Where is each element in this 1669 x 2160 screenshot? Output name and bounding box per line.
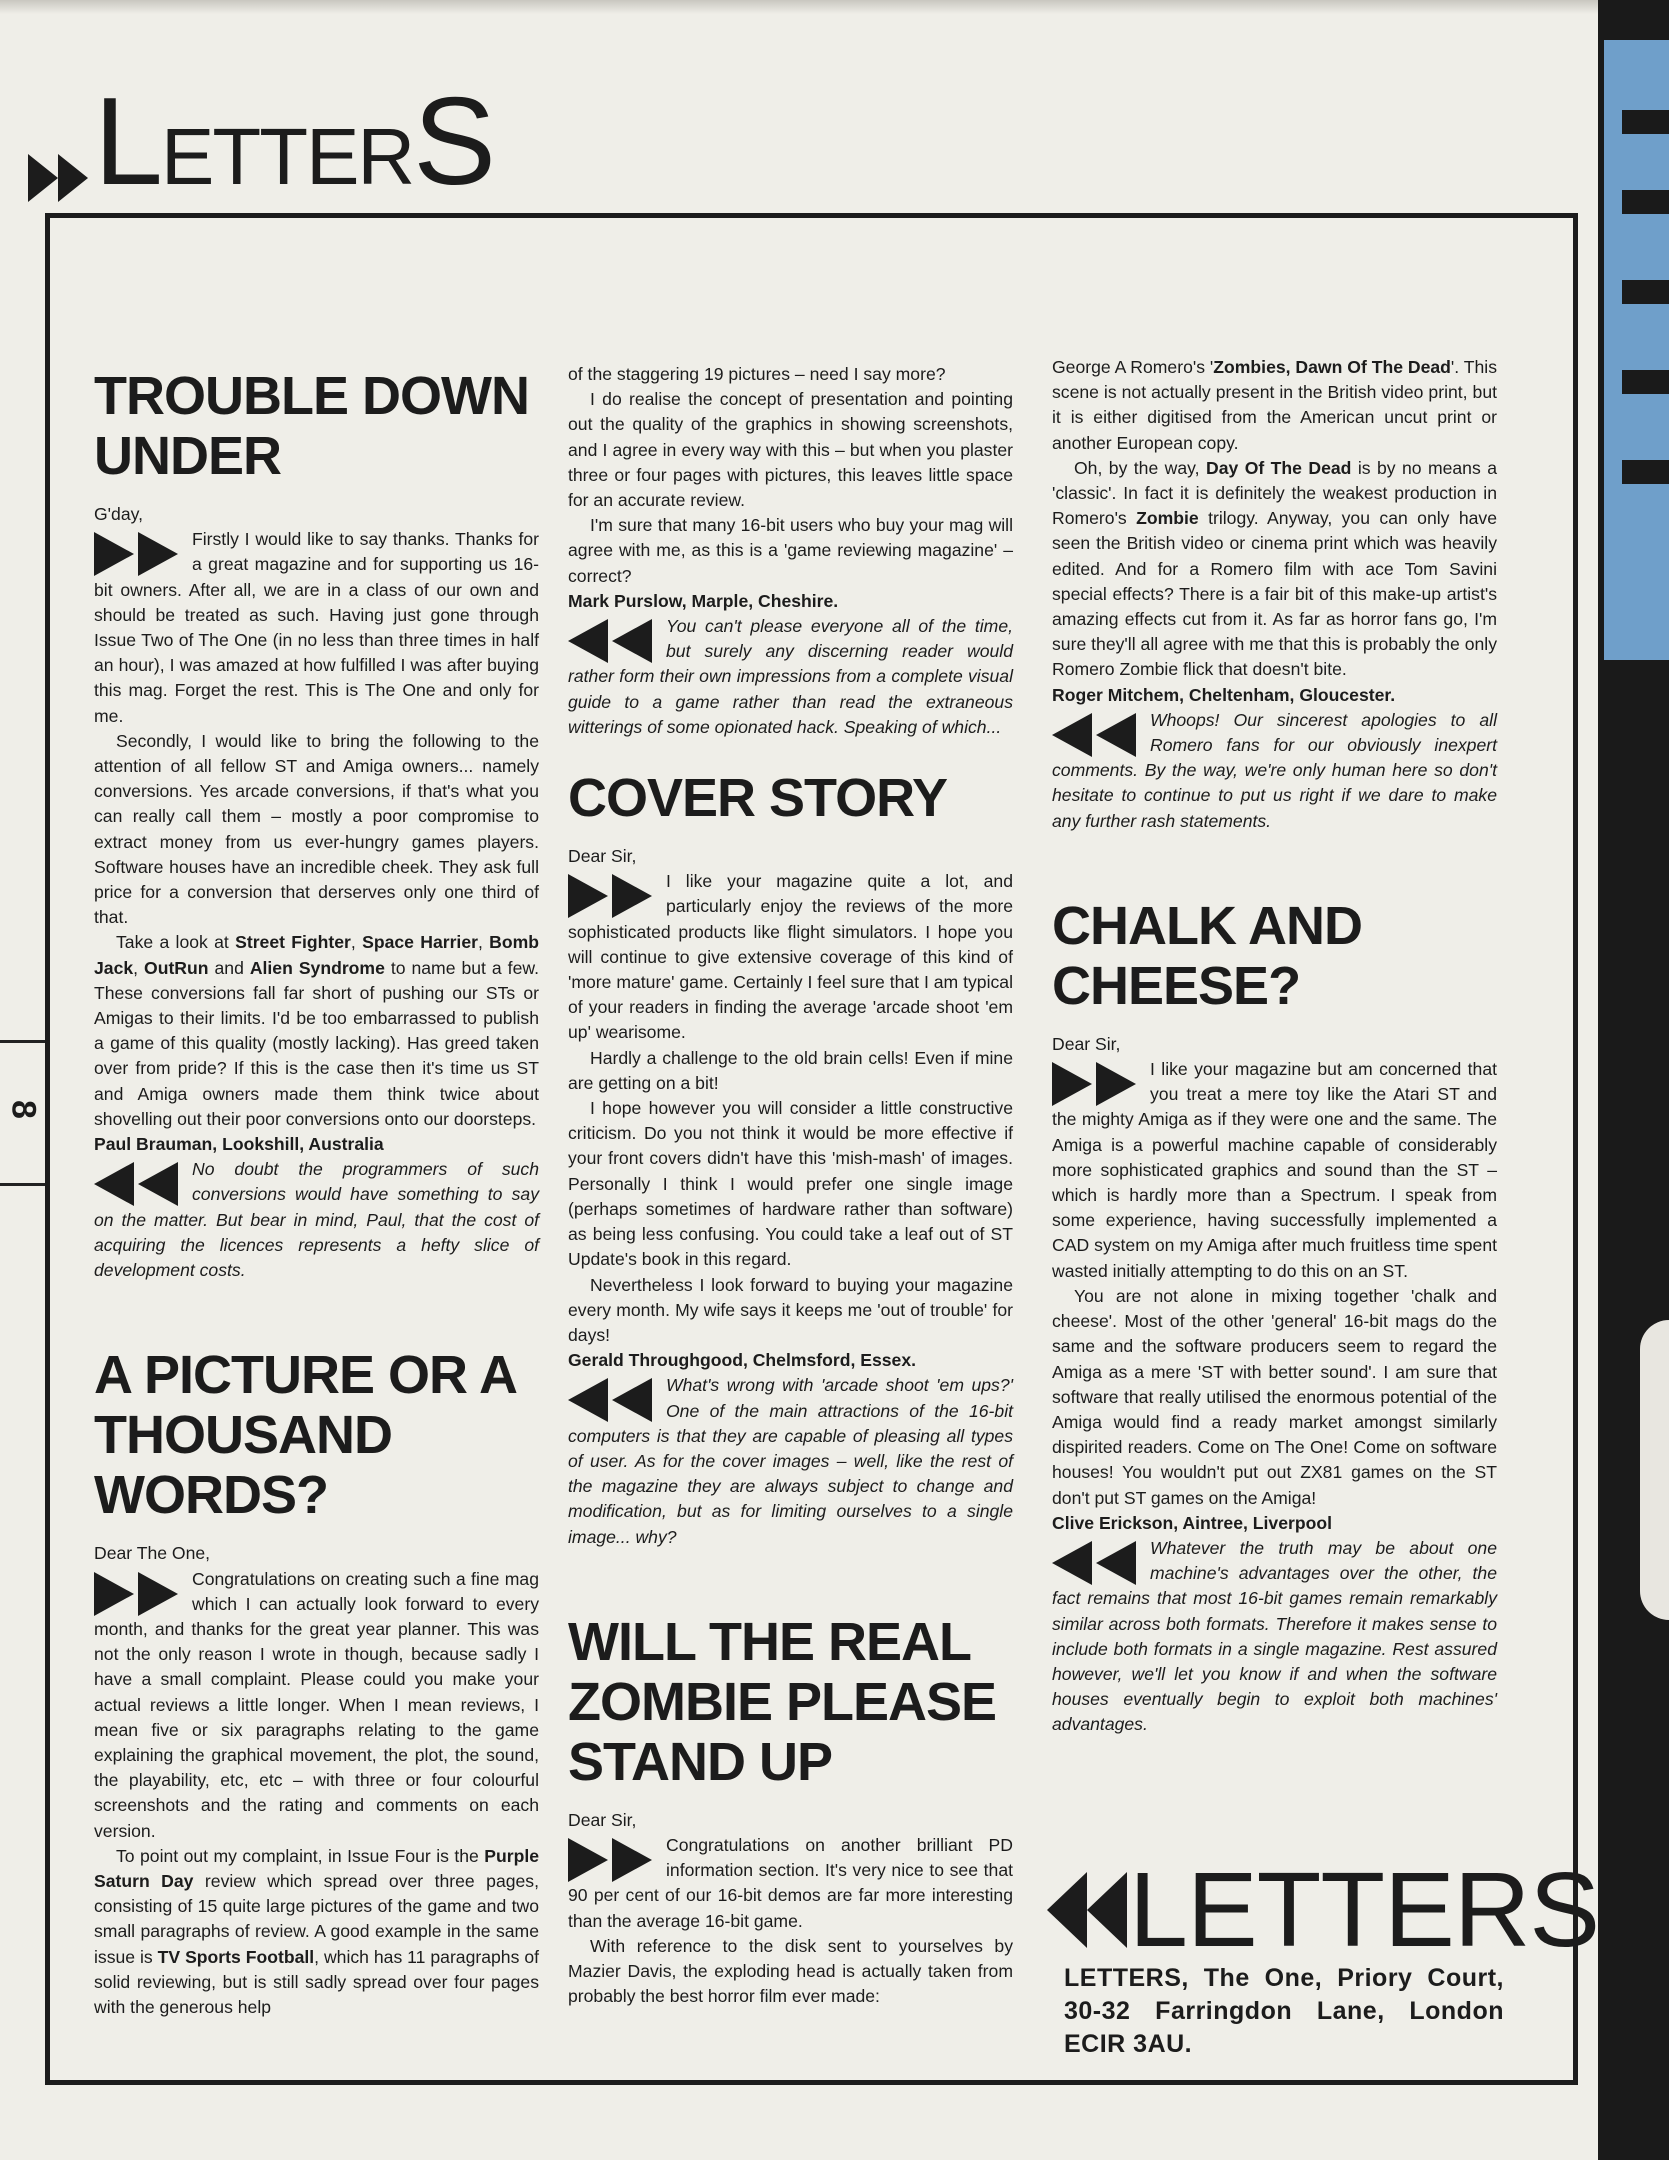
fast-forward-icon: [568, 873, 652, 919]
letter-paragraph: [94, 1567, 539, 1844]
game-title: Zombie: [1136, 508, 1199, 529]
letter-paragraph: [1052, 456, 1497, 683]
triangle: [94, 1572, 134, 1616]
text-run: Congratulations on creating such a fine mag which I can actually look forward to every month, and thanks for the great year planner. This was not the only reason I wrote in though, because sadly I have a small complaint. Please could you make your actual reviews a little longer. When I mean reviews, I mean five or six paragraphs relating to the game explaining the graphical movement, the plot, the sound, the playability, etc, etc – with three or four colourful screenshots and the rating and comments on each version.: [94, 1568, 539, 1841]
letter-paragraph: [568, 387, 1013, 513]
text-run: review which spread over three pages, consisting of 15 quite large pictures of the game and two small paragraphs of review. A good example in the same issue is: [94, 1870, 539, 1967]
letter-paragraph: [94, 729, 539, 931]
letter-paragraph: [568, 1934, 1013, 2010]
text-run: '. This scene is not actually present in the British video print, but it is either digitised from the American uncut print or another European copy.: [1052, 357, 1497, 453]
triangle: [1096, 713, 1136, 757]
triangle: [1052, 713, 1092, 757]
triangle: [568, 874, 608, 918]
text-run: I'm sure that many 16-bit users who buy your mag will agree with me, as this is a 'game reviewing magazine' – correct?: [568, 515, 1013, 586]
letter-signature: Roger Mitchem, Cheltenham, Gloucester.: [1052, 684, 1396, 705]
triangle: [138, 1572, 178, 1616]
text-run: Hardly a challenge to the old brain cells! Even if mine are getting on a bit!: [568, 1047, 1013, 1093]
text-run: Secondly, I would like to bring the following to the attention of all fellow ST and Amiga owners... namely conversions. Yes arcade conversions, if that's what you can really call them – mostly a poor compromise to extract money from us ever-hungry games players. Software houses have an incredible cheek. They ask full price for a conversion that derserves only one third of that.: [94, 730, 539, 928]
letter-signature: Paul Brauman, Lookshill, Australia: [94, 1134, 384, 1155]
letter-paragraph: [568, 1046, 1013, 1096]
triangle: [94, 1162, 134, 1206]
letter-paragraph: [1052, 1284, 1497, 1511]
fast-forward-icon: [1052, 1061, 1136, 1107]
letter-paragraph: [1052, 1057, 1497, 1284]
title-letters: ETTER: [160, 112, 414, 201]
spacer: [94, 1283, 539, 1345]
fast-forward-icon: [568, 1837, 652, 1883]
rewind-icon: [1052, 1540, 1136, 1586]
triangle: [568, 1838, 608, 1882]
letter-heading: CHALK AND CHEESE?: [1052, 895, 1362, 1016]
text-run: and: [208, 957, 250, 978]
triangle: [1052, 1062, 1092, 1106]
triangle: [138, 532, 178, 576]
letter-heading: COVER STORY: [568, 768, 948, 829]
text-run: trilogy. Anyway, you can only have seen the British video or cinema print which was heavily edited. And for a Romero film with ace Tom Savini special effects? There is a fair bit of this make-up artist's amazing effects cut from it. As far as horror fans go, I'm sure they'll all agree with me that this is probably the only Romero Zombie flick that doesn't bite.: [1052, 508, 1497, 680]
letters-footer-logo: [1047, 1851, 1600, 1969]
fast-forward-icon: [94, 1571, 178, 1617]
section-title-text: [94, 73, 494, 212]
triangle: [94, 532, 134, 576]
salutation: Dear Sir,: [568, 846, 637, 867]
editor-reply: [1052, 708, 1497, 834]
title-letter: L: [94, 73, 161, 211]
rewind-icon: [568, 618, 652, 664]
triangle: [612, 1378, 652, 1422]
column-1: [94, 366, 539, 2020]
reply-text: No doubt the programmers of such conversions would have something to say on the matter. But bear in mind, Paul, that the cost of acquiring the licences represents a hefty slice of development costs.: [94, 1159, 539, 1281]
triangle: [1096, 1541, 1136, 1585]
triangle: [568, 1378, 608, 1422]
text-run: Take a look at: [116, 932, 236, 953]
game-title: OutRun: [144, 957, 209, 978]
game-title: TV Sports Football: [157, 1946, 315, 1967]
spacer: [568, 740, 1013, 768]
editor-reply: [1052, 1536, 1497, 1738]
text-run: is by no means a 'classic'. In fact it is definitely the weakest production in Romero's: [1052, 457, 1497, 529]
triangle: [1096, 1062, 1136, 1106]
salutation: Dear Sir,: [1052, 1033, 1121, 1054]
fast-forward-icon: [28, 154, 88, 202]
text-run: To point out my complaint, in Issue Four is the: [116, 1845, 485, 1866]
triangle: [1052, 1541, 1092, 1585]
game-title: Alien Syndrome: [249, 957, 385, 978]
salutation: Dear Sir,: [568, 1809, 637, 1830]
text-run: I hope however you will consider a little constructive criticism. Do you not think it would be more effective if your front covers didn't have this 'mish-mash' of images. Personally I think I would prefer one single image (perhaps sometimes of hardware rather than software) as being less confusing. You could take a leaf out of ST Update's book in this regard.: [568, 1098, 1013, 1270]
rewind-icon: [1047, 1872, 1127, 1948]
title-letter: S: [413, 73, 494, 211]
letter-signature: Gerald Throughgood, Chelmsford, Essex.: [568, 1350, 917, 1371]
triangle: [612, 874, 652, 918]
text-run: Firstly I would like to say thanks. Thanks for a great magazine and for supporting us 16-bit owners. After all, we are in a class of our own and should be treated as such. Having just gone through Issue Two of The One (in no less than three times in half an hour), I was amazed at how fulfilled I was after buying this mag. Forget the rest. This is The One and only for me.: [94, 529, 539, 726]
triangle: [568, 619, 608, 663]
text-run: to name but a few. These conversions fall far short of pushing our STs or Amigas to their limits. I'd be too embarrassed to publish a game of this quality (mostly lacking). Has greed taken over from pride? If this is the case then it's time us ST and Amiga owners made them think twice about shovelling out their poor conversions onto our doorsteps.: [94, 957, 539, 1129]
editor-reply: [94, 1157, 539, 1283]
letter-signature: Clive Erickson, Aintree, Liverpool: [1052, 1512, 1332, 1533]
text-run: You are not alone in mixing together 'chalk and cheese'. Most of the other 'general' 16-bit mags do the same and the software producers seem to regard the Amiga as a mere 'ST with better sound'. I am sure that software that really utilised the enormous potential of the Amiga would find a ready market amongst similarly dispirited readers. Come on The One! Come on software houses! You wouldn't put out ZX81 games on the ST don't put ST games on the Amiga!: [1052, 1285, 1497, 1508]
reply-text: Whoops! Our sincerest apologies to all Romero fans for our obviously inexpert comments. By the way, we're only human here so don't hesitate to continue to put us right if we dare to make any further rash statements.: [1052, 709, 1497, 831]
rewind-icon: [94, 1161, 178, 1207]
game-title: Purple Saturn Day: [94, 1845, 539, 1891]
letter-paragraph: [568, 1833, 1013, 1934]
letter-paragraph: [94, 527, 539, 729]
text-run: I do realise the concept of presentation and pointing out the quality of the graphics in showing screenshots, and I agree in every way with this – but when you plaster three or four pages with pictures, this leaves little space for an accurate review.: [568, 389, 1013, 511]
text-run: of the staggering 19 pictures – need I say more?: [568, 364, 946, 384]
letters-address: LETTERS, The One, Priory Court, 30-32 Farringdon Lane, London ECIR 3AU.: [1064, 1964, 1504, 2058]
fast-forward-icon: [94, 531, 178, 577]
triangle: [612, 619, 652, 663]
game-title: Zombies, Dawn Of The Dead: [1213, 357, 1451, 377]
letter-paragraph: [568, 513, 1013, 589]
text-run: Congratulations on another brilliant PD information section. It's very nice to see that 90 per cent of our 16-bit demos are far more interesting than the average 16-bit game.: [568, 1834, 1013, 1931]
letter-signature: Mark Purslow, Marple, Cheshire.: [568, 590, 839, 611]
triangle: [612, 1838, 652, 1882]
salutation: Dear The One,: [94, 1543, 211, 1564]
page-edge: [0, 0, 1600, 14]
reply-text: What's wrong with 'arcade shoot 'em ups?' One of the main attractions of the 16-bit computers is that they are capable of pleasing all types of user. As for the cover images – well, like the rest of the magazine they are always subject to change and modification, but as for limiting ourselves to a single image... why?: [568, 1375, 1013, 1547]
letter-heading: WILL THE REAL ZOMBIE PLEASE STAND UP: [568, 1611, 997, 1792]
text-run: I like your magazine but am concerned that you treat a mere toy like the Atari ST and the mighty Amiga as if they were one and the same. The Amiga is a powerful machine capable of considerably more sophisticated graphics and sound than the ST – which is hardly more than a Spectrum. I speak from some experience, having successfully implemented a CAD system on my Amiga after much fruitless time spent wasted initially attempting to do this on an ST.: [1052, 1059, 1497, 1281]
text-run: , which has 11 paragraphs of solid reviewing, but is still sadly spread over four pages with the generous help: [94, 1946, 539, 2017]
spacer: [1052, 834, 1497, 896]
letters-logo-text: LETTERS: [1129, 1851, 1600, 1969]
column-2: [568, 362, 1013, 2009]
letter-paragraph: [568, 869, 1013, 1045]
game-title: Street Fighter: [235, 932, 351, 953]
reply-text: Whatever the truth may be about one machine's advantages over the other, the fact remains that most 16-bit games remain remarkably similar across both formats. Therefore it makes sense to include both formats in a single magazine. Rest assured however, we'll let you know if and when the software houses eventually begin to exploit both machines' advantages.: [1052, 1537, 1497, 1735]
letter-heading: A PICTURE OR A THOUSAND WORDS?: [94, 1345, 516, 1526]
letter-paragraph: [94, 1844, 539, 2020]
game-title: Bomb Jack: [94, 932, 539, 978]
section-title: [28, 73, 494, 212]
letter-paragraph: [568, 1096, 1013, 1272]
text-run: With reference to the disk sent to yourselves by Mazier Davis, the exploding head is actually taken from probably the best horror film ever made:: [568, 1935, 1013, 2007]
editor-reply: [568, 614, 1013, 740]
salutation: G'day,: [94, 504, 143, 524]
adjacent-page-image: [1640, 1320, 1669, 1620]
page-number: 8: [4, 1100, 43, 1119]
spacer: [568, 1550, 1013, 1612]
triangle: [138, 1162, 178, 1206]
rewind-icon: [1052, 712, 1136, 758]
text-run: George A Romero's ': [1052, 357, 1214, 377]
adjacent-page-graphic: [1604, 40, 1669, 660]
text-run: Oh, by the way,: [1074, 457, 1206, 478]
game-title: Space Harrier: [362, 932, 478, 953]
text-run: ,: [350, 932, 363, 953]
text-run: ,: [133, 957, 145, 978]
letter-paragraph: [94, 930, 539, 1132]
reply-text: You can't please everyone all of the time, but surely any discerning reader would rather form their own impressions from a complete visual guide to a game rather than read the extraneous witterings of some opionated hack. Speaking of which...: [568, 616, 1013, 737]
text-run: ,: [477, 932, 490, 953]
text-run: I like your magazine quite a lot, and particularly enjoy the reviews of the more sophisticated products like flight simulators. I hope you will continue to give extensive coverage of this kind of 'more mature' game. Certainly I feel sure that I am typical of your readers in finding the average 'arcade shoot 'em up' wearisome.: [568, 871, 1013, 1043]
text-run: Nevertheless I look forward to buying your magazine every month. My wife says it keeps me 'out of trouble' for days!: [568, 1274, 1013, 1345]
game-title: Day Of The Dead: [1205, 457, 1352, 478]
rewind-icon: [568, 1377, 652, 1423]
letter-heading: TROUBLE DOWN UNDER: [94, 366, 529, 486]
editor-reply: [568, 1373, 1013, 1549]
letter-paragraph: [568, 1273, 1013, 1349]
column-3: [1052, 355, 1497, 1738]
letter-paragraph: [568, 362, 1013, 387]
letter-paragraph: [1052, 355, 1497, 456]
